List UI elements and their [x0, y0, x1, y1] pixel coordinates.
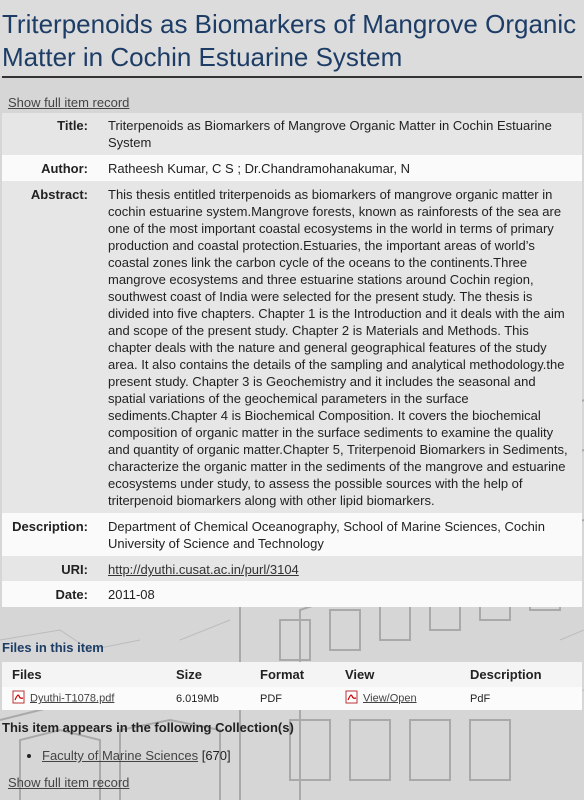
file-view-cell — [335, 687, 460, 710]
view-open-link[interactable]: View/Open — [363, 692, 417, 705]
file-cell — [2, 687, 166, 710]
abstract-value: This thesis entitled triterpenoids as biomarkers of mangrove organic matter in cochin estuarine system.Mangrove forests, known as rainforests of the sea are one of the most important coastal ecosystems in the world in terms of primary production and coastal protection.Estuaries, the important areas of world’s coastal zones link the carbon cycle of the oceans to the continents.Three mangrove ecosystems and three estuarine stations around Cochin region, southwest coast of India were selected for the present study. The thesis is divided into five chapters. Chapter 1 is the Introduction and it deals with the aim and scope of the present study. Chapter 2 is Materials and Methods. This chapter deals with the nature and general geographical features of the study area. It also contains the details of the sampling and analytical methodology.the present study. Chapter 3 is Geochemistry and it includes the seasonal and spatial variations of the geochemical parameters in the surface sediments.Chapter 4 is Biochemical Composition. It covers the biochemical composition of organic matter in the surface sediments to examine the quality and quantity of organic matter.Chapter 5, Triterpenoid Biomarkers in Sediments, characterize the organic matter in the sediments of the mangrove and estuarine ecosystems under study, to assess the possible sources with the help of triterpenoid biomarkers along with other lipid biomarkers. — [108, 181, 582, 513]
date-label: Date: — [2, 581, 108, 607]
collections-list — [0, 748, 584, 763]
metadata-row-abstract — [2, 181, 582, 513]
pdf-icon — [12, 690, 26, 707]
metadata-row-author — [2, 155, 582, 181]
metadata-row-date — [2, 581, 582, 607]
files-col-size: Size — [166, 662, 250, 687]
file-link[interactable]: Dyuthi-T1078.pdf — [30, 692, 115, 705]
files-col-format: Format — [250, 662, 335, 687]
file-row — [2, 687, 582, 710]
collections-heading: This item appears in the following Collection(s) — [2, 720, 294, 735]
metadata-row-title — [2, 113, 582, 155]
show-full-record-link[interactable]: Show full item record — [8, 95, 130, 110]
abstract-label: Abstract: — [2, 181, 108, 513]
collection-item — [42, 748, 584, 763]
files-header-row — [2, 662, 582, 687]
author-label: Author: — [2, 155, 108, 181]
metadata-table — [2, 113, 582, 607]
date-value: 2011-08 — [108, 581, 582, 607]
show-full-record-link-bottom[interactable]: Show full item record — [8, 775, 130, 790]
file-format: PDF — [250, 687, 335, 710]
page-title: Triterpenoids as Biomarkers of Mangrove Organic Matter in Cochin Estuarine System — [0, 0, 584, 76]
file-size: 6.019Mb — [166, 687, 250, 710]
files-col-description: Description — [460, 662, 582, 687]
collection-count: [670] — [201, 748, 231, 763]
uri-link[interactable]: http://dyuthi.cusat.ac.in/purl/3104 — [108, 562, 299, 577]
author-value: Ratheesh Kumar, C S ; Dr.Chandramohanakumar, N — [108, 155, 582, 181]
title-value: Triterpenoids as Biomarkers of Mangrove Organic Matter in Cochin Estuarine System — [108, 113, 582, 155]
description-label: Description: — [2, 513, 108, 556]
uri-label: URI: — [2, 556, 108, 581]
metadata-row-description — [2, 513, 582, 556]
title-label: Title: — [2, 113, 108, 155]
files-table — [2, 662, 582, 710]
metadata-row-uri — [2, 556, 582, 581]
description-value: Department of Chemical Oceanography, School of Marine Sciences, Cochin University of Science and Technology — [108, 513, 582, 556]
files-heading: Files in this item — [2, 640, 104, 655]
collection-link[interactable]: Faculty of Marine Sciences — [42, 748, 199, 763]
pdf-icon — [345, 690, 359, 707]
file-description: PdF — [460, 687, 582, 710]
files-col-view: View — [335, 662, 460, 687]
files-col-file: Files — [2, 662, 166, 687]
